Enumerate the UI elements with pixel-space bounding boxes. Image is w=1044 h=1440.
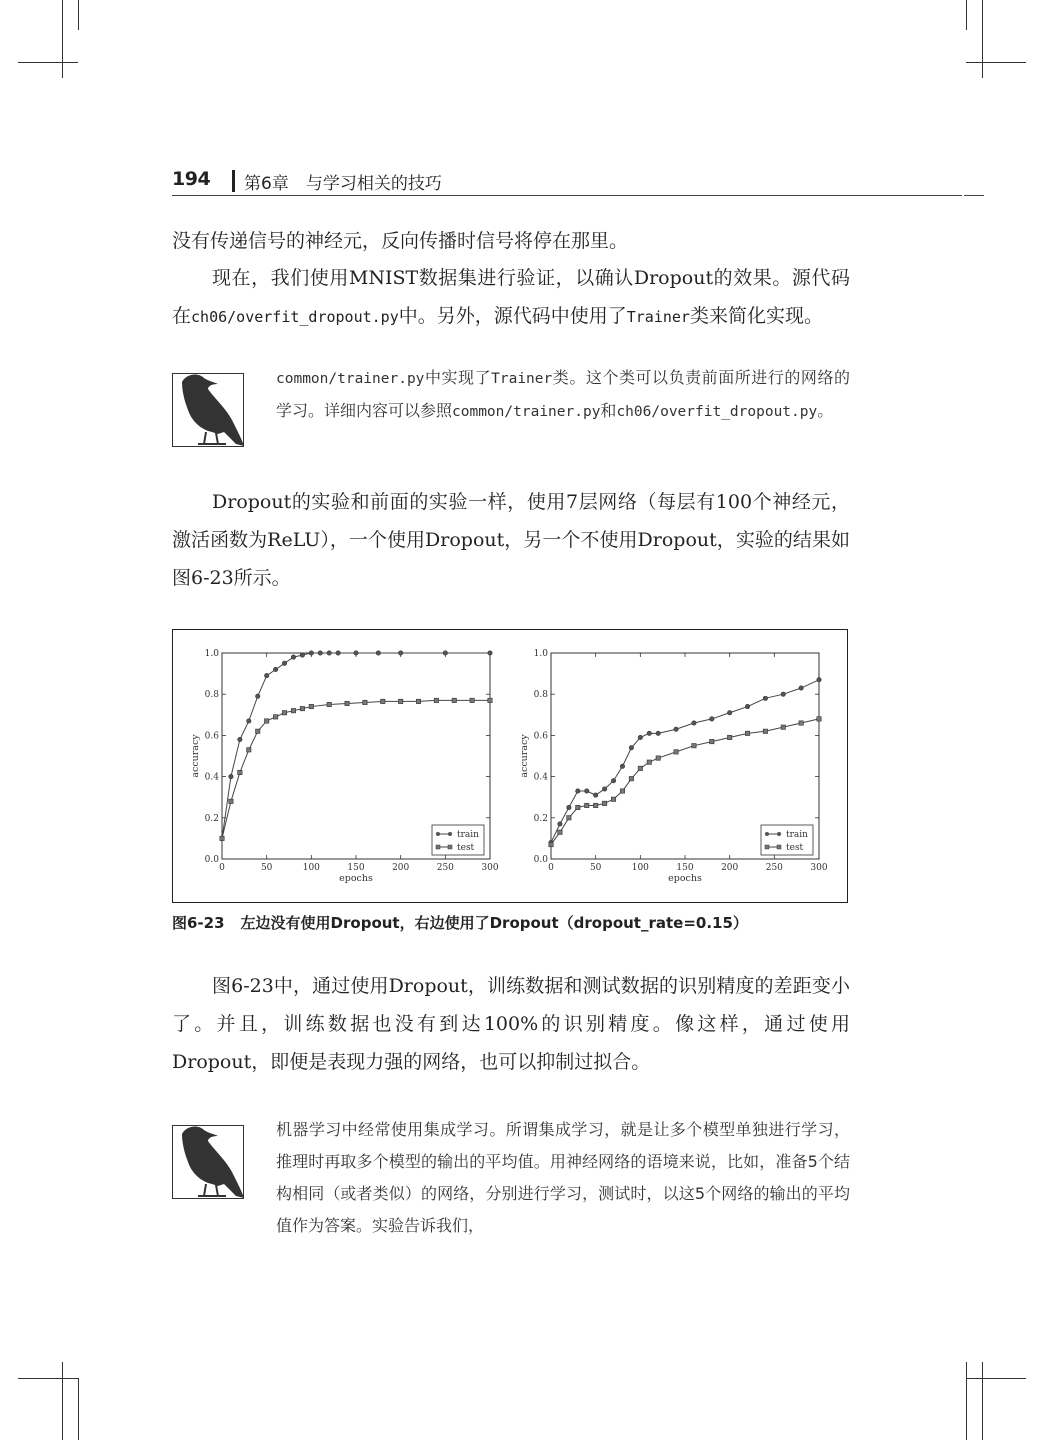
chart-2-series-train-point: [656, 731, 660, 735]
chart-1-series-test-line: [222, 700, 490, 838]
chart-2-series-test-point: [593, 803, 597, 807]
chart-1-legend-marker: [448, 832, 452, 836]
chart-1-series-train-point: [309, 651, 313, 655]
chart-1-series-test-point: [416, 699, 420, 703]
chart-1-legend-label: train: [457, 830, 479, 840]
chart-1-series-test-point: [309, 704, 313, 708]
chart-1-y-tick-label: 0.8: [204, 690, 219, 701]
chart-2-series-test-point: [763, 729, 767, 733]
chart-2-series-train-point: [745, 704, 749, 708]
chart-2-series-train-point: [674, 727, 678, 731]
chart-1-series-test-point: [264, 719, 268, 723]
chart-1-series-test-point: [282, 711, 286, 715]
chart-2-series-test-point: [656, 756, 660, 760]
figure-number: 图6-23: [172, 914, 225, 932]
chart-1-series-test-point: [345, 701, 349, 705]
paragraph-text: Dropout的实验和前面的实验一样，使用7层网络（每层有100个神经元，激活函数为ReLU），一个使用Dropout，另一个不使用Dropout，实验的结果如图6-23所示。: [172, 491, 850, 589]
chart-2-series-test-point: [567, 816, 571, 820]
note-ensemble: [276, 1114, 850, 1242]
chart-1-series-test-point: [363, 700, 367, 704]
chart-1-series-test-point: [434, 698, 438, 702]
figure-caption-text: 左边没有使用Dropout，右边使用了Dropout（dropout_rate=0.15）: [240, 914, 748, 932]
crop-mark: [18, 1378, 78, 1379]
chart-1-series-test-point: [381, 699, 385, 703]
chart-1-series-test-point: [488, 698, 492, 702]
chart-2-series-train-point: [799, 686, 803, 690]
chart-2-legend-label: test: [786, 843, 804, 853]
chart-2-series-train-point: [593, 793, 597, 797]
chart-1-series-train-point: [327, 651, 331, 655]
chart-1-series-test-point: [247, 748, 251, 752]
chart-2-series-train-point: [629, 746, 633, 750]
chart-2-legend-label: train: [786, 830, 808, 840]
chart-1-y-tick-label: 0.2: [204, 813, 219, 824]
chart-2-series-train-point: [763, 696, 767, 700]
chart-1-x-tick-label: 0: [219, 863, 225, 873]
chart-2-series-test-point: [611, 797, 615, 801]
chart-2-series-test-point: [638, 766, 642, 770]
note-trainer: [276, 362, 850, 428]
code-path: ch06/overfit_dropout.py: [616, 404, 818, 420]
crop-mark: [62, 1362, 63, 1440]
chart-2-series-test-point: [727, 735, 731, 739]
chart-1-series-train-point: [273, 667, 277, 671]
chart-1-x-tick-label: 50: [260, 863, 273, 873]
chart-1-legend-marker: [436, 832, 440, 836]
paragraph-text: 没有传递信号的神经元，反向传播时信号将停在那里。: [172, 230, 629, 252]
chart-2-series-train-point: [611, 779, 615, 783]
code-path: common/trainer.py: [452, 404, 601, 420]
chart-2-y-tick-label: 0.8: [533, 690, 548, 701]
chart-2-series-train-point: [710, 717, 714, 721]
code-class: Trainer: [491, 371, 553, 387]
paragraph-text: 现在，我们使用MNIST数据集进行验证，以确认Dropout的效果。源代码在: [172, 267, 850, 327]
chart-2-series-test-point: [620, 789, 624, 793]
running-header: [172, 168, 982, 196]
chart-1-legend-marker: [448, 845, 452, 849]
chart-2-legend-marker: [765, 845, 769, 849]
chart-2-series-test-point: [781, 725, 785, 729]
chart-2-y-axis-label: accuracy: [519, 734, 530, 778]
chart-1-series-train-point: [318, 651, 322, 655]
chart-1-series-train-point: [398, 651, 402, 655]
note-text: 类。这个类可以负责前面所进行的网络的学习。详细内容可以参照: [276, 368, 850, 420]
crop-mark: [18, 62, 78, 63]
chart-1-series-test-point: [452, 698, 456, 702]
chart-2-x-tick-label: 250: [765, 863, 783, 873]
paragraph-results: [172, 967, 850, 1081]
chart-1-series-test-point: [291, 708, 295, 712]
chart-2-series-test-point: [647, 760, 651, 764]
chart-1-series-test-point: [220, 836, 224, 840]
chart-2-series-test-point: [817, 717, 821, 721]
chart-1-series-train-point: [336, 651, 340, 655]
header-divider: [232, 170, 235, 192]
chart-2-x-tick-label: 150: [676, 863, 694, 873]
chart-1-series-train-point: [376, 651, 380, 655]
chart-1-series-train-point: [264, 673, 268, 677]
paragraph-dropout-experiment: [172, 259, 850, 336]
chart-1-legend-label: test: [457, 843, 475, 853]
chart-2-x-tick-label: 100: [631, 863, 649, 873]
chart-1-series-test-point: [229, 799, 233, 803]
figure-charts: [173, 630, 849, 904]
crop-mark: [78, 0, 79, 30]
chart-2-series-train-point: [620, 764, 624, 768]
crow-note-icon: [172, 370, 246, 450]
chart-1-x-tick-label: 150: [347, 863, 365, 873]
chart-2-series-train-point: [727, 711, 731, 715]
chart-1-series-train-point: [229, 774, 233, 778]
paragraph-continuation: [172, 222, 850, 260]
chart-2-series-test-point: [576, 805, 580, 809]
chart-1-series-train-point: [282, 661, 286, 665]
chart-2-series-test-point: [692, 744, 696, 748]
note-text: 。: [817, 401, 834, 420]
chart-1-y-tick-label: 0.4: [204, 772, 219, 783]
chart-2-legend-marker: [765, 832, 769, 836]
chart-2-series-test-point: [629, 776, 633, 780]
chart-2-series-train-line: [551, 680, 819, 843]
paragraph-experiment-setup: [172, 483, 850, 597]
header-rule: [172, 195, 962, 196]
chart-1-series-train-point: [354, 651, 358, 655]
chart-2-y-tick-label: 0.0: [533, 855, 548, 865]
chart-1-series-test-point: [470, 698, 474, 702]
chart-2-x-tick-label: 200: [721, 863, 739, 873]
chart-2-series-train-point: [558, 822, 562, 826]
chart-1-x-tick-label: 250: [436, 863, 454, 873]
chart-2-x-axis-label: epochs: [668, 873, 702, 884]
chart-2-series-train-point: [567, 805, 571, 809]
chart-1-series-train-point: [300, 653, 304, 657]
chart-1-series-test-point: [327, 702, 331, 706]
chart-2-legend-marker: [777, 832, 781, 836]
paragraph-text: 类来简化实现。: [689, 305, 823, 327]
chart-2-series-test-point: [710, 739, 714, 743]
chart-1-series-test-point: [256, 729, 260, 733]
chart-1-x-tick-label: 200: [392, 863, 410, 873]
chart-2-series-test-point: [549, 842, 553, 846]
chart-2-series-test-point: [799, 721, 803, 725]
chart-2-series-test-point: [602, 801, 606, 805]
chart-1-y-axis-label: accuracy: [190, 734, 201, 778]
figure-caption: [172, 912, 748, 933]
header-rule: [964, 195, 984, 196]
chart-1-series-test-point: [238, 770, 242, 774]
chart-2-series-train-point: [817, 678, 821, 682]
note-text: 中实现了: [424, 368, 492, 387]
chart-1-x-axis-label: epochs: [339, 873, 373, 884]
chart-1-series-train-point: [443, 651, 447, 655]
paragraph-text: 图6-23中，通过使用Dropout，训练数据和测试数据的识别精度的差距变小了。并且，训练数据也没有到达100%的识别精度。像这样，通过使用Dropout，即便是表现力强的网络，也可以抑制过拟合。: [172, 975, 850, 1073]
chart-1-x-tick-label: 300: [481, 863, 499, 873]
chart-2-y-tick-label: 0.4: [533, 772, 548, 783]
chart-2-x-tick-label: 300: [810, 863, 828, 873]
page-number: 194: [172, 168, 211, 190]
chart-2-y-tick-label: 1.0: [533, 649, 548, 659]
chart-1-series-test-point: [300, 706, 304, 710]
chart-2-series-train-point: [692, 721, 696, 725]
chart-2-series-train-point: [647, 731, 651, 735]
note-text: 和: [600, 401, 617, 420]
chart-1-series-train-point: [256, 694, 260, 698]
chart-1-series-train-point: [291, 655, 295, 659]
crow-note-icon: [172, 1122, 246, 1202]
chart-1-series-test-point: [273, 715, 277, 719]
crop-mark: [982, 1362, 983, 1440]
chart-1-series-train-point: [488, 651, 492, 655]
chart-2-x-tick-label: 0: [548, 863, 554, 873]
code-class: Trainer: [626, 308, 690, 326]
note-text: 机器学习中经常使用集成学习。所谓集成学习，就是让多个模型单独进行学习，推理时再取多个模型的输出的平均值。用神经网络的语境来说，比如，准备5个结构相同（或者类似）的网络，分别进行学习，测试时，以这5个网络的输出的平均值作为答案。实验告诉我们，: [276, 1120, 850, 1235]
crop-mark: [982, 0, 983, 78]
chart-1-x-tick-label: 100: [302, 863, 320, 873]
chart-1-legend-marker: [436, 845, 440, 849]
chart-2-x-tick-label: 50: [589, 863, 602, 873]
crop-mark: [966, 0, 967, 30]
chart-2-series-train-point: [602, 787, 606, 791]
chart-1-series-train-point: [238, 737, 242, 741]
chart-2-series-train-point: [576, 789, 580, 793]
crop-mark: [62, 0, 63, 78]
chart-1-y-tick-label: 0.0: [204, 855, 219, 865]
chart-1-series-test-point: [398, 699, 402, 703]
chart-2-y-tick-label: 0.6: [533, 731, 548, 742]
crop-mark: [966, 62, 1026, 63]
crop-mark: [78, 1378, 79, 1440]
chart-1-series-train-line: [222, 653, 490, 838]
chart-1-series-train-point: [247, 719, 251, 723]
chart-1-y-tick-label: 1.0: [204, 649, 219, 659]
code-path: ch06/overfit_dropout.py: [191, 308, 399, 326]
chart-2-series-train-point: [585, 789, 589, 793]
chart-2-y-tick-label: 0.2: [533, 813, 548, 824]
chart-2-series-test-point: [745, 731, 749, 735]
chart-2-series-test-point: [585, 803, 589, 807]
chart-2-legend-marker: [777, 845, 781, 849]
paragraph-text: 中。另外，源代码中使用了: [398, 305, 627, 327]
crop-mark: [966, 1362, 967, 1440]
chart-1-y-tick-label: 0.6: [204, 731, 219, 742]
chapter-title: 第6章 与学习相关的技巧: [244, 174, 442, 194]
chart-2-series-train-point: [781, 692, 785, 696]
chart-2-series-train-point: [638, 735, 642, 739]
code-path: common/trainer.py: [276, 371, 425, 387]
crop-mark: [966, 1378, 1026, 1379]
chart-2-series-test-point: [558, 830, 562, 834]
figure-6-23: [172, 629, 848, 903]
chart-2-series-test-point: [674, 750, 678, 754]
